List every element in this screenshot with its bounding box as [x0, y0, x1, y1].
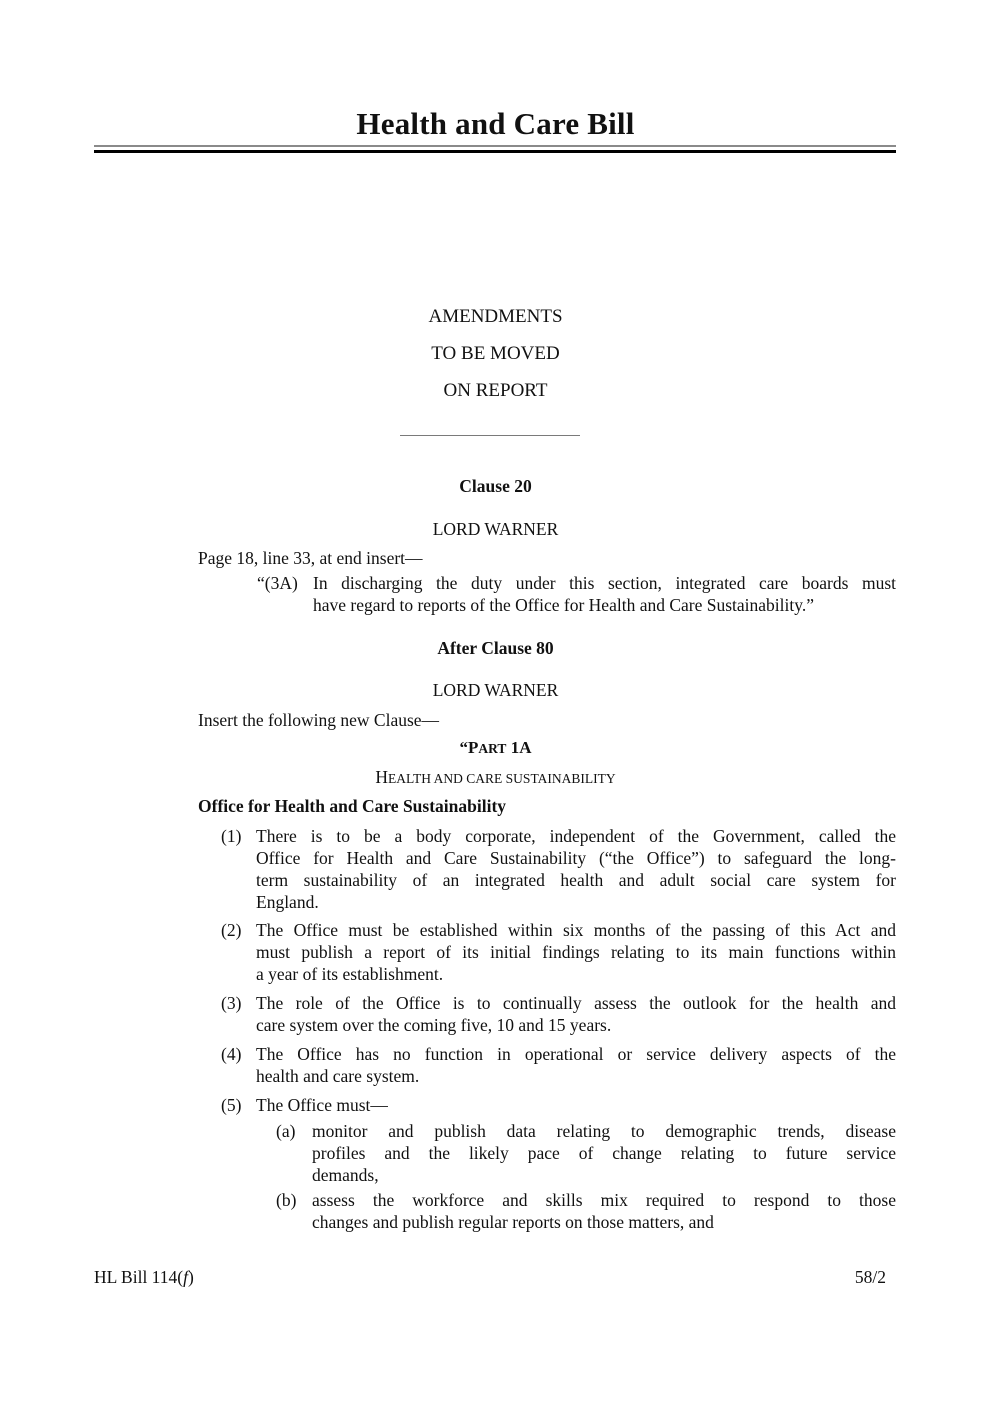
subsection-label: (4) — [221, 1044, 242, 1064]
subsection-text-line: term sustainability of an integrated health and adult social care system for — [256, 870, 896, 890]
bill-ref-close: ) — [188, 1267, 194, 1287]
subsection-text-line: care system over the coming five, 10 and 15 years. — [256, 1015, 612, 1035]
bill-ref-prefix: HL Bill 114( — [94, 1267, 184, 1287]
paragraph-text-line: monitor and publish data relating to demographic trends, disease — [312, 1121, 896, 1141]
subsection-text-line: The Office has no function in operational or service delivery aspects of the — [256, 1044, 896, 1064]
paragraph-text-line: assess the workforce and skills mix required to respond to those — [312, 1190, 896, 1210]
part-title-initial: H — [375, 767, 389, 787]
part-open-quote: “ — [459, 738, 469, 757]
heading-line-on-report: ON REPORT — [443, 380, 548, 401]
amendment-instruction: Page 18, line 33, at end insert— — [198, 548, 423, 568]
part-heading — [0, 738, 991, 758]
subsection-label: (5) — [221, 1095, 242, 1115]
subsection-text-line: health and care system. — [256, 1066, 420, 1086]
subsection-text-line: a year of its establishment. — [256, 964, 444, 984]
title-rule-thin — [94, 145, 896, 147]
subsection-text-line: The Office must— — [256, 1095, 388, 1115]
paragraph-text-line: profiles and the likely pace of change relating to future service — [312, 1143, 896, 1163]
insert-label: “(3A) — [257, 573, 298, 593]
heading-line-to-be-moved: TO BE MOVED — [431, 343, 560, 364]
subsection-text-line: There is to be a body corporate, independent of the Government, called the — [256, 826, 896, 846]
amendment-instruction: Insert the following new Clause— — [198, 710, 440, 730]
subsection-text-line: must publish a report of its initial findings relating to its main functions within — [256, 942, 896, 962]
part-number: 1A — [510, 738, 532, 757]
mover-name: LORD WARNER — [432, 519, 559, 539]
part-title — [0, 767, 991, 788]
subsection-label: (3) — [221, 993, 242, 1013]
subsection-text-line: England. — [256, 892, 319, 912]
insert-text-line: have regard to reports of the Office for Health and Care Sustainability.” — [313, 595, 814, 615]
bill-ref-print-letter: f — [183, 1267, 188, 1287]
insert-text-line: In discharging the duty under this section, integrated care boards must — [313, 573, 896, 593]
paragraph-text-line: demands, — [312, 1165, 379, 1185]
title-rule-thick — [94, 150, 896, 153]
subsection-label: (2) — [221, 920, 242, 940]
subsection-text-line: Office for Health and Care Sustainability (“the Office”) to safeguard the long- — [256, 848, 896, 868]
section-divider — [400, 435, 580, 436]
clause-heading: After Clause 80 — [437, 638, 554, 658]
subsection-text-line: The role of the Office is to continually assess the outlook for the health and — [256, 993, 896, 1013]
bill-reference — [94, 1266, 194, 1288]
paragraph-text-line: changes and publish regular reports on those matters, and — [312, 1212, 714, 1232]
heading-line-amendments: AMENDMENTS — [428, 306, 563, 327]
clause-heading: Clause 20 — [459, 476, 532, 496]
section-heading: Office for Health and Care Sustainability — [198, 796, 507, 816]
mover-name: LORD WARNER — [432, 680, 559, 700]
document-title: Health and Care Bill — [356, 106, 635, 141]
part-initial: P — [468, 738, 479, 757]
paragraph-label: (a) — [276, 1121, 296, 1141]
page-reference: 58/2 — [854, 1267, 886, 1287]
subsection-text-line: The Office must be established within six months of the passing of this Act and — [256, 920, 896, 940]
subsection-label: (1) — [221, 826, 242, 846]
part-word-rest: ART — [478, 741, 507, 756]
part-title-rest: EALTH AND CARE SUSTAINABILITY — [388, 771, 616, 786]
paragraph-label: (b) — [276, 1190, 297, 1210]
